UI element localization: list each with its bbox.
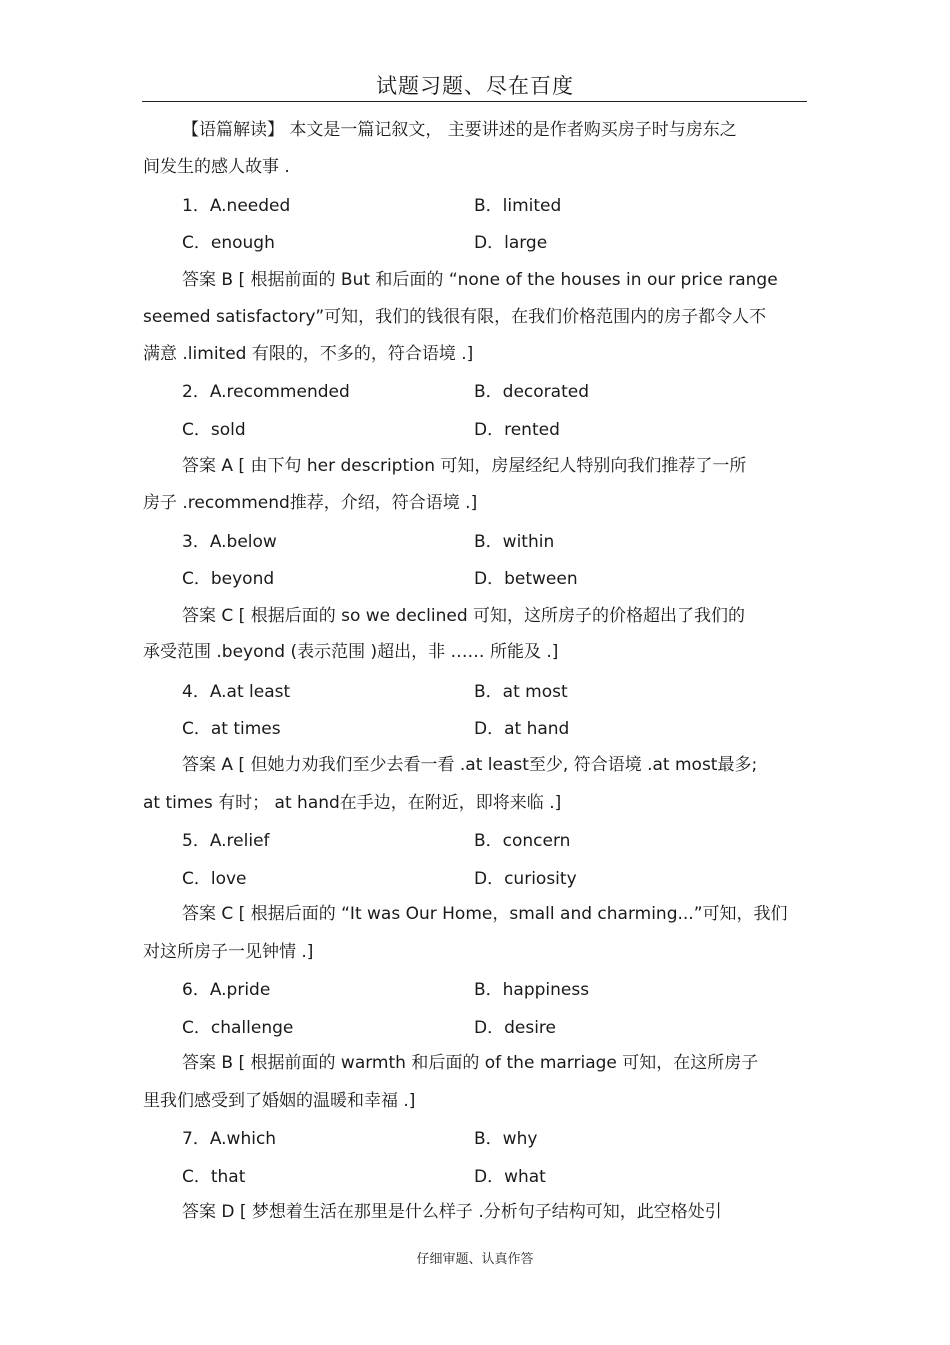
q1-answer-line-2: seemed satisfactory”可知，我们的钱很有限，在我们价格范围内的房子都令人不	[143, 307, 767, 327]
q7-option-d: D．what	[474, 1167, 546, 1187]
q3-option-a: 3．A.below	[182, 532, 277, 552]
q2-option-a: 2．A.recommended	[182, 382, 350, 402]
q7-option-b: B．why	[474, 1129, 538, 1149]
q1-option-c: C．enough	[182, 233, 275, 253]
q5-answer-line-1: 答案 C [ 根据后面的 “It was Our Home，small and charming...”可知，我们	[182, 904, 788, 924]
q5-option-b: B．concern	[474, 831, 571, 851]
q4-answer-line-1: 答案 A [ 但她力劝我们至少去看一看 .at least至少, 符合语境 .at most最多;	[182, 755, 758, 775]
q3-option-d: D．between	[474, 569, 578, 589]
q6-option-c: C．challenge	[182, 1018, 294, 1038]
intro-line-2: 间发生的感人故事 .	[143, 157, 290, 177]
q1-option-d: D．large	[474, 233, 548, 253]
intro-line-1: 【语篇解读】 本文是一篇记叙文， 主要讲述的是作者购买房子时与房东之	[182, 120, 737, 140]
q7-option-c: C．that	[182, 1167, 246, 1187]
q2-answer-line-2: 房子 .recommend推荐，介绍，符合语境 .]	[143, 493, 478, 513]
q2-option-d: D．rented	[474, 420, 560, 440]
q6-answer-line-1: 答案 B [ 根据前面的 warmth 和后面的 of the marriage 可知，在这所房子	[182, 1053, 759, 1073]
q5-option-d: D．curiosity	[474, 869, 577, 889]
q3-option-c: C．beyond	[182, 569, 275, 589]
q5-answer-line-2: 对这所房子一见钟情 .]	[143, 942, 314, 962]
q6-answer-line-2: 里我们感受到了婚姻的温暖和幸福 .]	[143, 1091, 416, 1111]
header-rule	[142, 101, 807, 102]
q3-answer-line-1: 答案 C [ 根据后面的 so we declined 可知，这所房子的价格超出了我们的	[182, 606, 746, 626]
q7-option-a: 7．A.which	[182, 1129, 277, 1149]
q1-option-a: 1．A.needed	[182, 196, 291, 216]
q1-answer-line-3: 满意 .limited 有限的，不多的，符合语境 .]	[143, 344, 474, 364]
q2-option-b: B．decorated	[474, 382, 589, 402]
q1-option-b: B．limited	[474, 196, 562, 216]
q4-option-c: C．at times	[182, 719, 281, 739]
q4-option-b: B．at most	[474, 682, 568, 702]
q7-answer-line-1: 答案 D [ 梦想着生活在那里是什么样子 .分析句子结构可知，此空格处引	[182, 1202, 722, 1222]
q3-answer-line-2: 承受范围 .beyond (表示范围 )超出，非 …… 所能及 .]	[143, 642, 559, 662]
page-footer: 仔细审题、认真作答	[416, 1252, 534, 1267]
q4-option-a: 4．A.at least	[182, 682, 291, 702]
q1-answer-line-1: 答案 B [ 根据前面的 But 和后面的 “none of the houses in our price range	[182, 270, 778, 290]
q6-option-a: 6．A.pride	[182, 980, 271, 1000]
q2-answer-line-1: 答案 A [ 由下句 her description 可知，房屋经纪人特别向我们推荐了一所	[182, 456, 747, 476]
q4-option-d: D．at hand	[474, 719, 570, 739]
q5-option-a: 5．A.relief	[182, 831, 270, 851]
page-header-title: 试题习题、尽在百度	[376, 74, 574, 98]
q5-option-c: C．love	[182, 869, 247, 889]
q2-option-c: C．sold	[182, 420, 246, 440]
q3-option-b: B．within	[474, 532, 555, 552]
q6-option-b: B．happiness	[474, 980, 590, 1000]
q4-answer-line-2: at times 有时； at hand在手边，在附近，即将来临 .]	[143, 793, 562, 813]
q6-option-d: D．desire	[474, 1018, 556, 1038]
